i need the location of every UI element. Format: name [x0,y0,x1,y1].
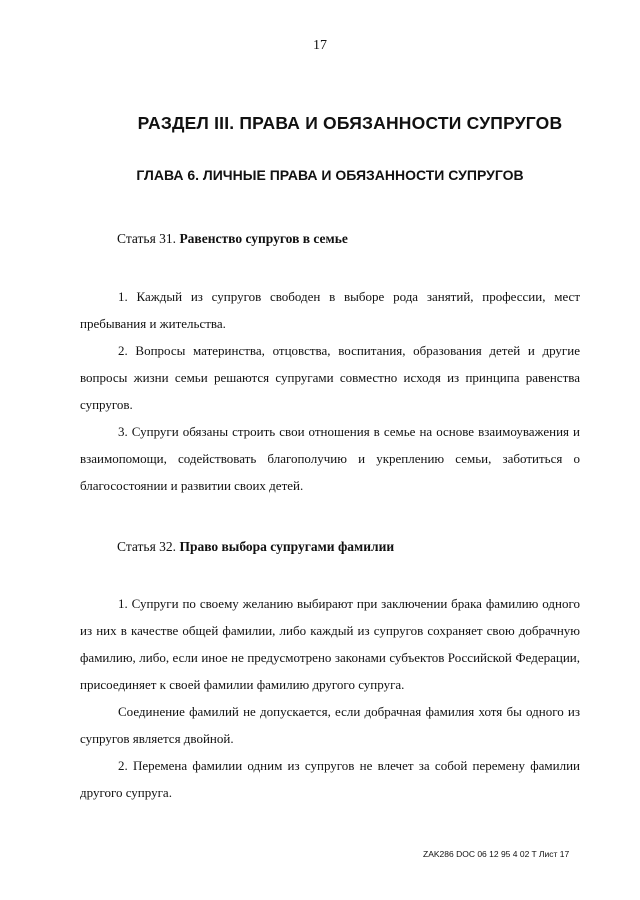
article-number: Статья 31. [117,231,177,246]
article-heading [80,229,580,249]
chapter-title: ГЛАВА 6. ЛИЧНЫЕ ПРАВА И ОБЯЗАННОСТИ СУПРУГОВ [136,167,524,183]
article-title: Право выбора супругами фамилии [179,539,395,554]
paragraph: 1. Каждый из супругов свободен в выборе рода занятий, профессии, мест пребывания и жительства. [80,289,580,331]
article-number: Статья 32. [117,539,177,554]
paragraph: 1. Супруги по своему желанию выбирают при заключении брака фамилию одного из них в качестве общей фамилии, либо каждый из супругов сохраняет свою добрачную фамилию, либо, если иное не предусмотрено законами субъектов Российской Федерации, присоединяет к своей фамилии фамилию другого супруга. [80,596,580,692]
paragraph: 3. Супруги обязаны строить свои отношения в семье на основе взаимоуважения и взаимопомощи, содействовать благополучию и укреплению семьи, заботиться о благосостоянии и развитии своих детей. [80,424,580,493]
paragraph: Соединение фамилий не допускается, если добрачная фамилия хотя бы одного из супругов является двойной. [80,704,580,746]
paragraph: 2. Перемена фамилии одним из супругов не влечет за собой перемену фамилии другого супруга. [80,758,580,800]
article-heading [80,537,580,557]
page-number: 17 [313,38,327,53]
article-31 [80,229,580,499]
section-title: РАЗДЕЛ III. ПРАВА И ОБЯЗАННОСТИ СУПРУГОВ [137,113,563,133]
document-footer: ZAK286 DOC 06 12 95 4 02 T Лист 17 [423,849,570,859]
paragraph: 2. Вопросы материнства, отцовства, воспитания, образования детей и другие вопросы жизни семьи решаются супругами совместно исходя из принципа равенства супругов. [80,343,580,412]
article-title: Равенство супругов в семье [179,231,348,246]
article-32 [80,537,580,806]
